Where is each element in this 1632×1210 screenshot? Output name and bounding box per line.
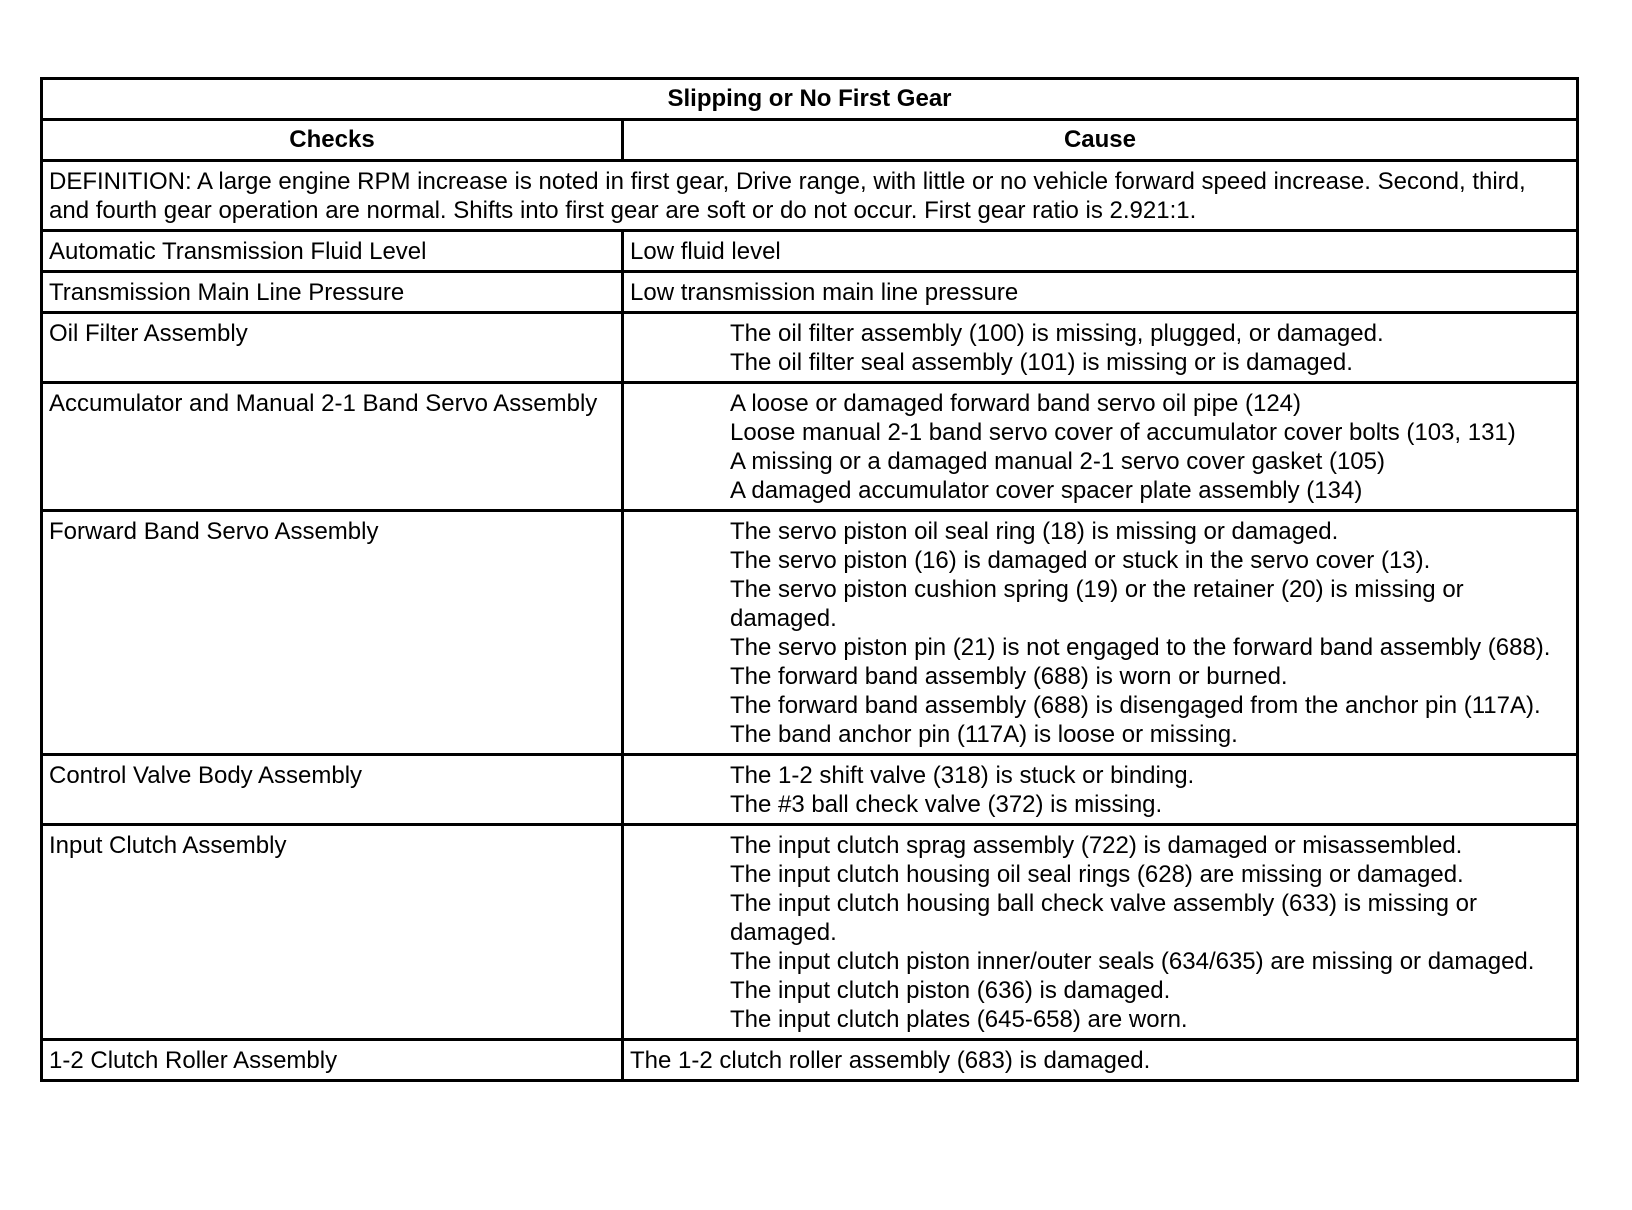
- cause-item: The input clutch piston inner/outer seals (634/635) are missing or damaged.: [730, 948, 1535, 975]
- table-row: [42, 755, 1578, 825]
- check-cell: Oil Filter Assembly: [42, 313, 623, 383]
- cause-item: The servo piston oil seal ring (18) is missing or damaged.: [730, 518, 1339, 545]
- table-row: [42, 511, 1578, 755]
- cause-item: The input clutch sprag assembly (722) is damaged or misassembled.: [730, 832, 1463, 859]
- cause-item: The input clutch housing oil seal rings (628) are missing or damaged.: [730, 861, 1464, 888]
- cause-item: The oil filter assembly (100) is missing, plugged, or damaged.: [730, 320, 1384, 347]
- cause-item: A damaged accumulator cover spacer plate assembly (134): [730, 477, 1363, 504]
- cause-list: [630, 517, 1570, 749]
- cause-item: The band anchor pin (117A) is loose or missing.: [730, 721, 1238, 748]
- cause-text: The 1-2 clutch roller assembly (683) is damaged.: [630, 1047, 1151, 1074]
- check-cell: Automatic Transmission Fluid Level: [42, 231, 623, 272]
- cause-cell: [623, 1040, 1578, 1081]
- title-row: [42, 79, 1578, 120]
- check-cell: Accumulator and Manual 2-1 Band Servo Assembly: [42, 383, 623, 511]
- table-row: [42, 383, 1578, 511]
- cause-cell: [623, 755, 1578, 825]
- cause-item: The servo piston pin (21) is not engaged to the forward band assembly (688).: [730, 634, 1551, 661]
- checks-header: Checks: [42, 120, 623, 161]
- cause-item: A loose or damaged forward band servo oil pipe (124): [730, 390, 1302, 417]
- cause-cell: [623, 825, 1578, 1040]
- definition-text: DEFINITION: A large engine RPM increase is noted in first gear, Drive range, with little or no vehicle forward speed increase. Second, third, and fourth gear operation are normal. Shifts into first gear are soft or do not occur. First gear ratio is 2.921:1.: [42, 161, 1578, 231]
- cause-item: The oil filter seal assembly (101) is missing or is damaged.: [730, 349, 1353, 376]
- cause-header: Cause: [623, 120, 1578, 161]
- table-body: [42, 161, 1578, 1081]
- check-cell: 1-2 Clutch Roller Assembly: [42, 1040, 623, 1081]
- cause-list: [630, 389, 1570, 505]
- diagnostic-table: [40, 77, 1579, 1082]
- cause-text: Low fluid level: [630, 238, 781, 265]
- table-row: [42, 272, 1578, 313]
- check-cell: Input Clutch Assembly: [42, 825, 623, 1040]
- cause-item: A missing or a damaged manual 2-1 servo cover gasket (105): [730, 448, 1385, 475]
- table-row: [42, 313, 1578, 383]
- table-title: Slipping or No First Gear: [42, 79, 1578, 120]
- check-cell: Transmission Main Line Pressure: [42, 272, 623, 313]
- cause-cell: [623, 313, 1578, 383]
- cause-cell: [623, 511, 1578, 755]
- check-cell: Control Valve Body Assembly: [42, 755, 623, 825]
- cause-cell: [623, 383, 1578, 511]
- cause-cell: [623, 272, 1578, 313]
- cause-item: The servo piston (16) is damaged or stuck in the servo cover (13).: [730, 547, 1431, 574]
- cause-item: The input clutch piston (636) is damaged.: [730, 977, 1171, 1004]
- cause-item: The #3 ball check valve (372) is missing.: [730, 791, 1163, 818]
- cause-list: [630, 319, 1570, 377]
- cause-item: The input clutch housing ball check valve assembly (633) is missing or damaged.: [730, 890, 1478, 946]
- table-row: [42, 231, 1578, 272]
- cause-list: [630, 761, 1570, 819]
- header-row: [42, 120, 1578, 161]
- cause-item: The input clutch plates (645-658) are worn.: [730, 1006, 1188, 1033]
- definition-row: [42, 161, 1578, 231]
- cause-cell: [623, 231, 1578, 272]
- check-cell: Forward Band Servo Assembly: [42, 511, 623, 755]
- table-row: [42, 1040, 1578, 1081]
- table-row: [42, 825, 1578, 1040]
- cause-item: The forward band assembly (688) is disengaged from the anchor pin (117A).: [730, 692, 1541, 719]
- cause-item: The 1-2 shift valve (318) is stuck or binding.: [730, 762, 1195, 789]
- cause-item: The servo piston cushion spring (19) or the retainer (20) is missing or damaged.: [730, 576, 1464, 632]
- cause-item: The forward band assembly (688) is worn or burned.: [730, 663, 1288, 690]
- cause-list: [630, 831, 1570, 1034]
- cause-item: Loose manual 2-1 band servo cover of accumulator cover bolts (103, 131): [730, 419, 1516, 446]
- cause-text: Low transmission main line pressure: [630, 279, 1019, 306]
